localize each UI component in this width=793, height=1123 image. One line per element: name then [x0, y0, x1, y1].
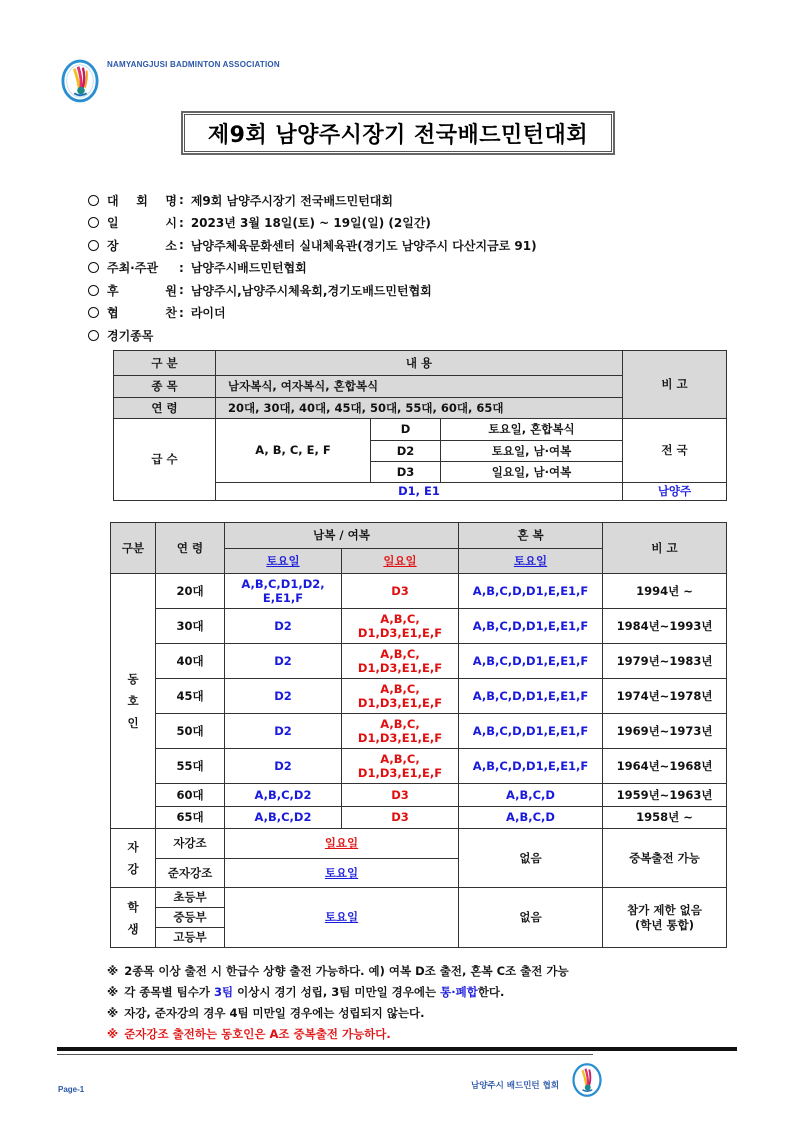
table-row	[111, 609, 727, 644]
event-types: 남자복식, 여자복식, 혼합복식	[216, 376, 623, 398]
header-content: 내 용	[216, 351, 623, 376]
age-cell: 60대	[156, 784, 225, 807]
local-grades: D1, E1	[216, 483, 623, 501]
division-day: 토요일	[225, 859, 459, 888]
footer-association-name: 남양주시 배드민턴 협회	[471, 1081, 560, 1091]
sunday-grades: A,B,C, D1,D3,E1,E,F	[342, 714, 459, 749]
info-label: 대 회 명	[107, 193, 177, 208]
elite-remark: 중복출전 가능	[603, 829, 727, 888]
bullet-circle-icon	[88, 195, 99, 206]
highlight-merge: 통·폐합	[440, 984, 478, 999]
grade-detail: 토요일, 혼합복식	[441, 419, 623, 441]
table-row-student-elementary	[111, 888, 727, 908]
events-overview-table	[113, 350, 727, 501]
age-cell: 40대	[156, 644, 225, 679]
grade-code: D2	[371, 441, 441, 462]
mixed-grades: A,B,C,D	[459, 807, 603, 829]
sunday-grades: A,B,C, D1,D3,E1,E,F	[342, 609, 459, 644]
schedule-header-row-1	[111, 523, 727, 549]
student-group-label: 학 생	[111, 888, 156, 948]
page-number: Page-1	[58, 1085, 85, 1094]
age-cell: 45대	[156, 679, 225, 714]
info-item-support: 협 찬 : 라이더	[88, 302, 648, 325]
mixed-grades: A,B,C,D,D1,E,E1,F	[459, 609, 603, 644]
info-label: 협 찬	[107, 306, 177, 321]
birth-years: 1969년~1973년	[603, 714, 727, 749]
association-logo-icon	[61, 59, 99, 103]
header-remarks: 비 고	[603, 523, 727, 574]
bullet-circle-icon	[88, 240, 99, 251]
mixed-grades: A,B,C,D,D1,E,E1,F	[459, 574, 603, 609]
birth-years: 1974년~1978년	[603, 679, 727, 714]
mixed-grades: A,B,C,D,D1,E,E1,F	[459, 679, 603, 714]
info-label: 장 소	[107, 238, 177, 253]
mixed-grades: A,B,C,D,D1,E,E1,F	[459, 749, 603, 784]
mixed-grades: A,B,C,D,D1,E,E1,F	[459, 644, 603, 679]
grade-detail: 일요일, 남·여복	[441, 462, 623, 483]
info-value: 제9회 남양주시장기 전국배드민턴대회	[190, 193, 393, 208]
local-remark: 남양주	[623, 483, 727, 501]
elite-mixed: 없음	[459, 829, 603, 888]
division-name: 중등부	[156, 908, 225, 928]
table-row-grade-d	[114, 419, 727, 441]
student-remark: 참가 제한 없음 (학년 통합)	[603, 888, 727, 948]
saturday-grades: D2	[225, 749, 342, 784]
association-name: NAMYANGJUSI BADMINTON ASSOCIATION	[107, 60, 280, 69]
header-sunday: 일요일	[342, 549, 459, 574]
info-label: 일 시	[107, 216, 177, 231]
notes-list	[107, 960, 727, 1044]
bullet-circle-icon	[88, 307, 99, 318]
mixed-grades: A,B,C,D,D1,E,E1,F	[459, 714, 603, 749]
header-saturday: 토요일	[225, 549, 342, 574]
sunday-grades: A,B,C, D1,D3,E1,E,F	[342, 679, 459, 714]
sunday-grades: A,B,C, D1,D3,E1,E,F	[342, 749, 459, 784]
table-row	[111, 807, 727, 829]
row-label-grade: 급 수	[114, 419, 216, 501]
header-mixed: 혼 복	[459, 523, 603, 549]
division-name: 초등부	[156, 888, 225, 908]
age-cell: 50대	[156, 714, 225, 749]
birth-years: 1959년~1963년	[603, 784, 727, 807]
grade-code: D	[371, 419, 441, 441]
info-value: 라이더	[190, 306, 226, 321]
header-remarks: 비 고	[623, 351, 727, 419]
student-mixed: 없음	[459, 888, 603, 948]
info-item-sponsor: 후 원 : 남양주시,남양주시체육회,경기도배드민턴협회	[88, 279, 648, 302]
sunday-grades: D3	[342, 784, 459, 807]
document-title: 제9회 남양주시장기 전국배드민턴대회	[207, 122, 589, 148]
grade-code: D3	[371, 462, 441, 483]
table-row	[111, 679, 727, 714]
info-item-host: 주최·주관 : 남양주시배드민턴협회	[88, 257, 648, 280]
club-group-label: 동 호 인	[111, 574, 156, 829]
age-cell: 55대	[156, 749, 225, 784]
saturday-grades: D2	[225, 644, 342, 679]
division-name: 자강조	[156, 829, 225, 859]
saturday-grades: A,B,C,D2	[225, 784, 342, 807]
birth-years: 1979년~1983년	[603, 644, 727, 679]
info-item-venue: 장 소 : 남양주체육문화센터 실내체육관(경기도 남양주시 다산지금로 91)	[88, 234, 648, 257]
note-item: ※ 2종목 이상 출전 시 한급수 상향 출전 가능하다. 예) 여복 D조 출전, 혼복 C조 출전 가능	[107, 963, 569, 978]
bullet-circle-icon	[88, 330, 99, 341]
info-item-date: 일 시 : 2023년 3월 18일(토) ~ 19일(일) (2일간)	[88, 212, 648, 235]
birth-years: 1964년~1968년	[603, 749, 727, 784]
national-remark: 전 국	[623, 419, 727, 483]
age-cell: 30대	[156, 609, 225, 644]
info-item-name: 대 회 명 : 제9회 남양주시장기 전국배드민턴대회	[88, 189, 648, 212]
info-label: 후 원	[107, 283, 177, 298]
info-value: 남양주시배드민턴협회	[190, 261, 307, 276]
info-item-events	[88, 324, 648, 347]
note-item-important: ※ 준자강조 출전하는 동호인은 A조 중복출전 가능하다.	[107, 1026, 391, 1041]
table-row-elite	[111, 829, 727, 859]
info-value: 남양주체육문화센터 실내체육관(경기도 남양주시 다산지금로 91)	[190, 238, 537, 253]
mixed-grades: A,B,C,D	[459, 784, 603, 807]
table-header-row	[114, 351, 727, 376]
saturday-grades: D2	[225, 714, 342, 749]
table-row	[111, 574, 727, 609]
age-groups: 20대, 30대, 40대, 45대, 50대, 55대, 60대, 65대	[216, 398, 623, 419]
division-day: 일요일	[225, 829, 459, 859]
header-age: 연 령	[156, 523, 225, 574]
header-doubles: 남복 / 여복	[225, 523, 459, 549]
student-day: 토요일	[225, 888, 459, 948]
saturday-grades: D2	[225, 609, 342, 644]
bullet-circle-icon	[88, 285, 99, 296]
event-info-list	[88, 189, 648, 347]
bullet-circle-icon	[88, 262, 99, 273]
footer-logo-icon	[572, 1060, 602, 1100]
note-item: ※ 자강, 준자강의 경우 4팀 미만일 경우에는 성립되지 않는다.	[107, 1005, 425, 1020]
birth-years: 1958년 ~	[603, 807, 727, 829]
sunday-grades: D3	[342, 574, 459, 609]
info-label: 경기종목	[107, 328, 154, 343]
age-cell: 20대	[156, 574, 225, 609]
table-row	[111, 749, 727, 784]
sunday-grades: A,B,C, D1,D3,E1,E,F	[342, 644, 459, 679]
saturday-grades: A,B,C,D2	[225, 807, 342, 829]
grade-detail: 토요일, 남·여복	[441, 441, 623, 462]
age-cell: 65대	[156, 807, 225, 829]
birth-years: 1994년 ~	[603, 574, 727, 609]
info-label: 주최·주관	[107, 261, 158, 276]
birth-years: 1984년~1993년	[603, 609, 727, 644]
division-name: 준자강조	[156, 859, 225, 888]
header-category: 구 분	[114, 351, 216, 376]
row-label-event: 종 목	[114, 376, 216, 398]
highlight-team-count: 3팀	[213, 984, 234, 999]
info-value: 2023년 3월 18일(토) ~ 19일(일) (2일간)	[190, 216, 431, 231]
bullet-circle-icon	[88, 217, 99, 228]
schedule-table	[110, 522, 727, 948]
table-row	[111, 714, 727, 749]
footer-divider-thick	[57, 1047, 737, 1051]
division-name: 고등부	[156, 928, 225, 948]
saturday-grades: D2	[225, 679, 342, 714]
footer-divider-thin	[57, 1054, 593, 1055]
header-category: 구분	[111, 523, 156, 574]
table-row	[111, 784, 727, 807]
base-grades: A, B, C, E, F	[216, 419, 371, 483]
table-row	[111, 644, 727, 679]
document-title-box	[181, 111, 615, 155]
sunday-grades: D3	[342, 807, 459, 829]
saturday-grades: A,B,C,D1,D2, E,E1,F	[225, 574, 342, 609]
note-item: ※ 각 종목별 팀수가 3팀 이상시 경기 성립, 3팀 미만일 경우에는 통·폐합 한다.	[107, 984, 505, 999]
info-value: 남양주시,남양주시체육회,경기도배드민턴협회	[190, 283, 432, 298]
row-label-age: 연 령	[114, 398, 216, 419]
header-mixed-day: 토요일	[459, 549, 603, 574]
elite-group-label: 자 강	[111, 829, 156, 888]
